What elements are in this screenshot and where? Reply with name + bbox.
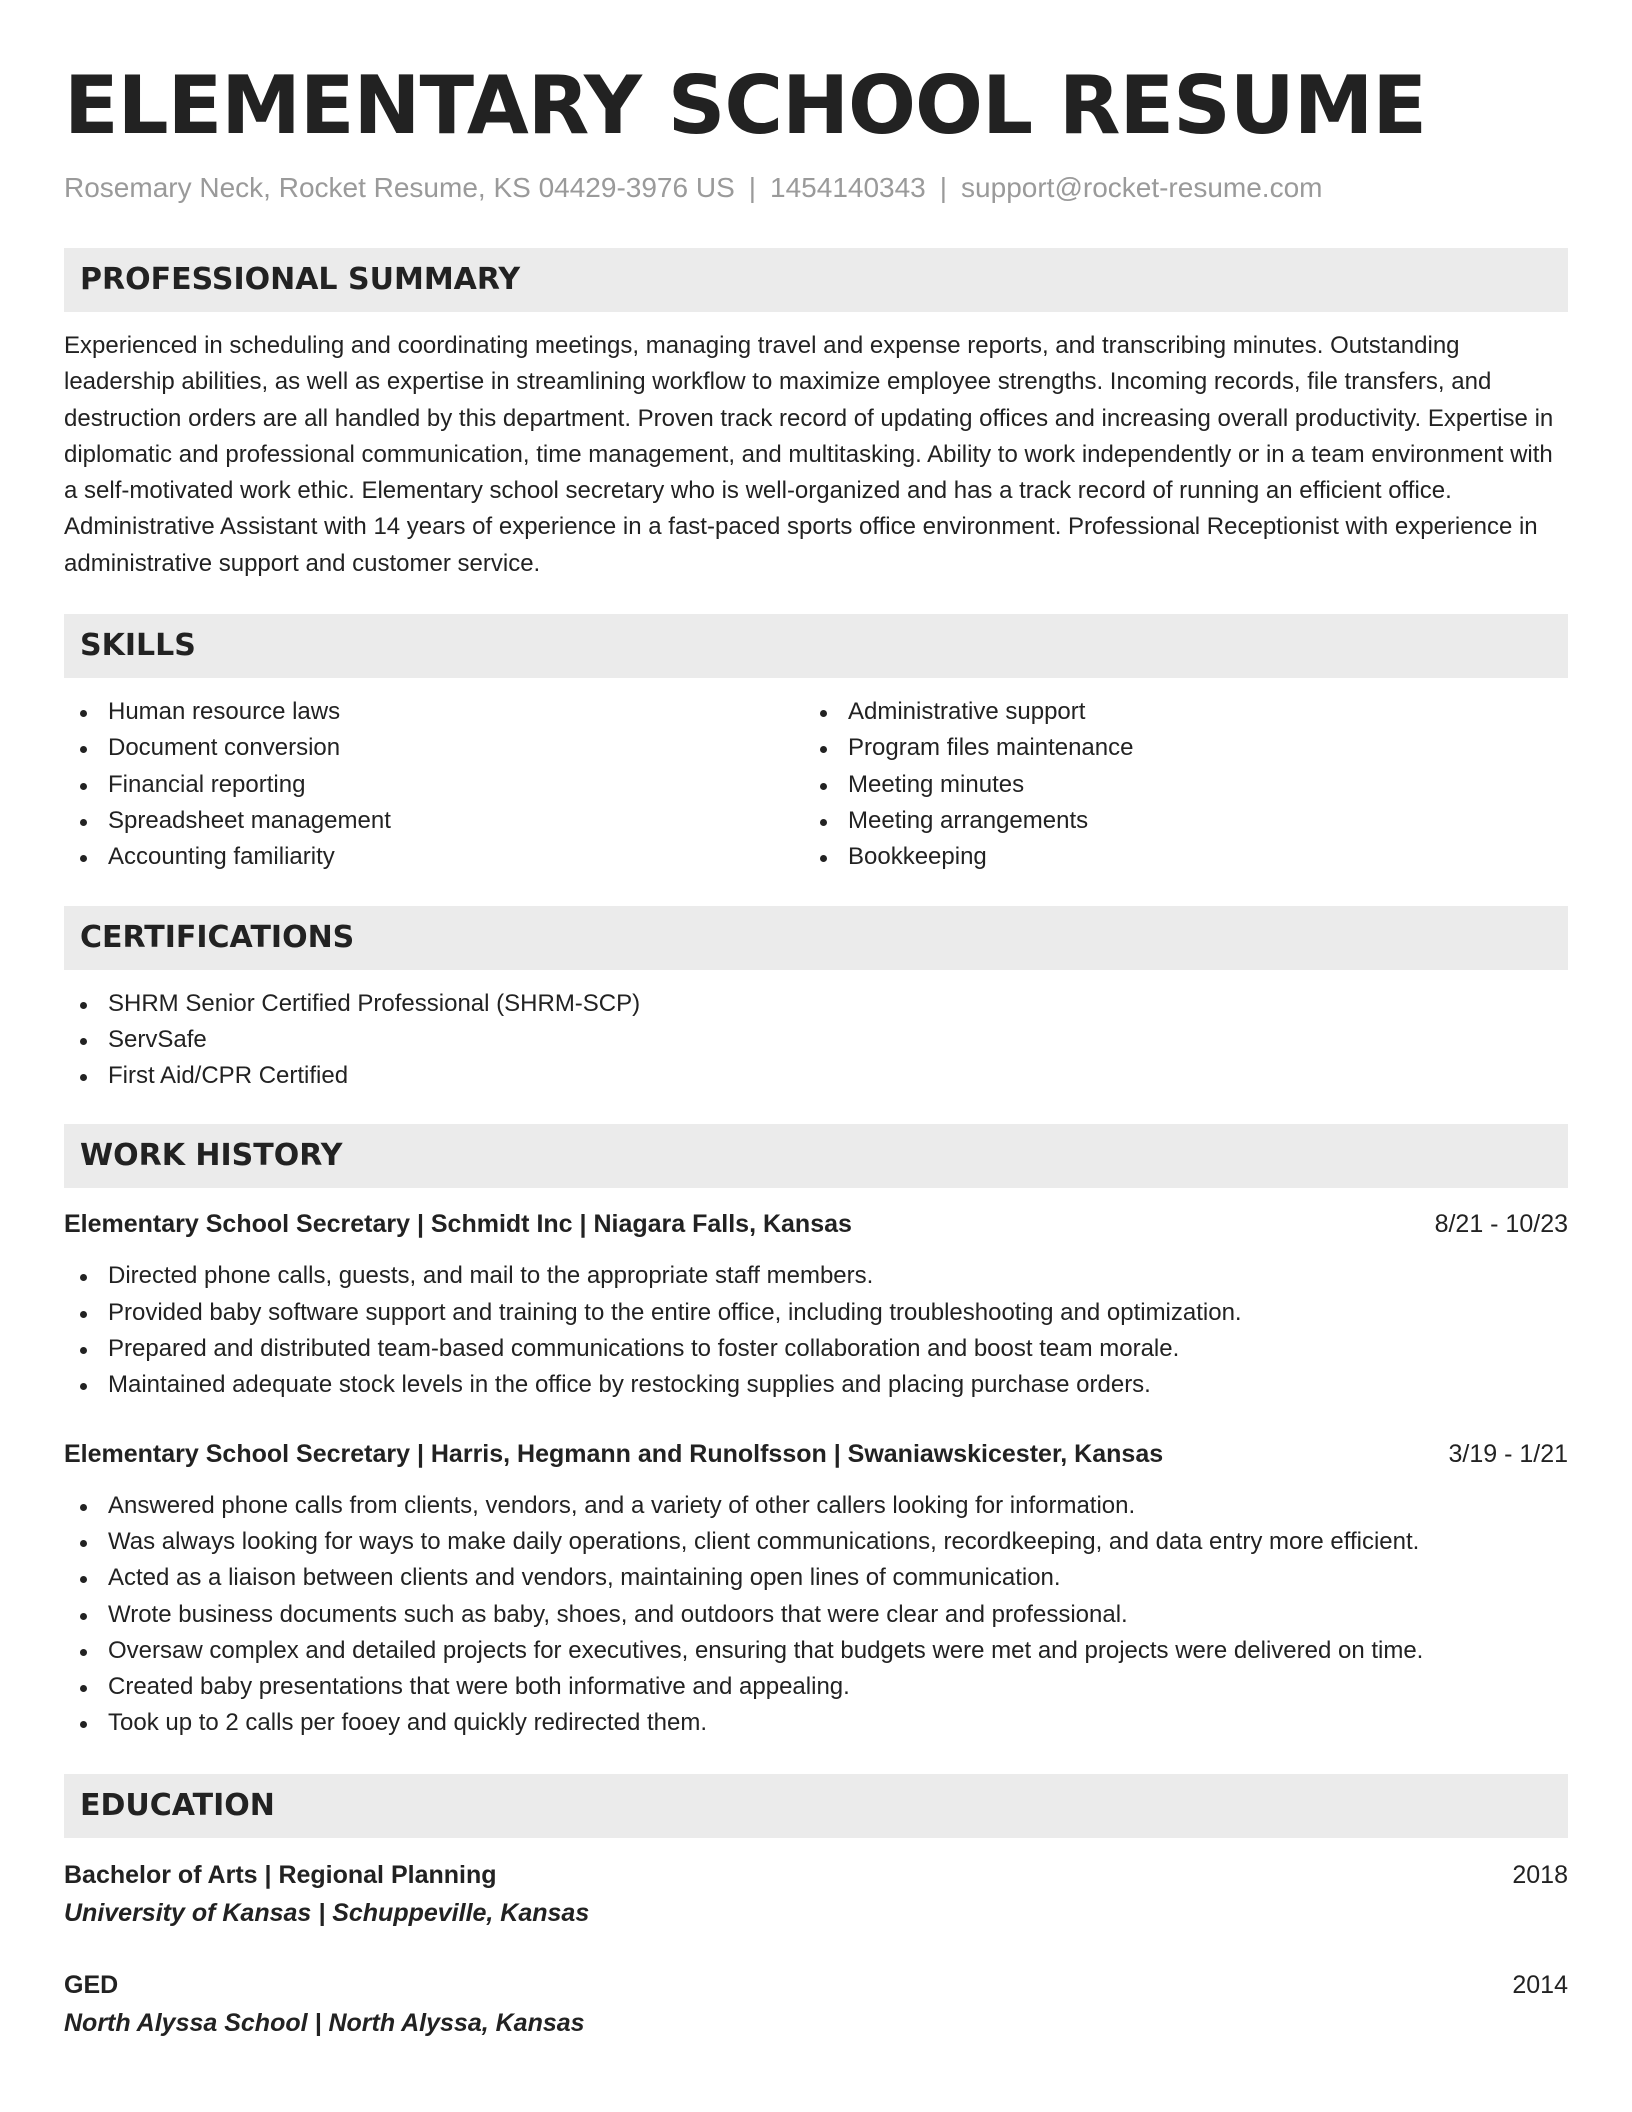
job-bullet: Acted as a liaison between clients and vendors, maintaining open lines of communication. [64,1560,1568,1596]
summary-section [64,248,1568,582]
education-entry [64,1856,1568,1932]
contact-phone: 1454140343 [770,172,926,203]
education-school: North Alyssa School | North Alyssa, Kansas [64,2008,585,2037]
skill-item: Spreadsheet management [64,803,804,839]
job-title: Elementary School Secretary | Harris, Hegmann and Runolfsson | Swaniawskicester, Kansas [64,1439,1164,1468]
job-bullet: Provided baby software support and training to the entire office, including troubleshooting and optimization. [64,1295,1568,1331]
skill-item: Meeting minutes [804,767,1544,803]
job-bullet: Maintained adequate stock levels in the office by restocking supplies and placing purchase orders. [64,1367,1568,1403]
job-bullet: Was always looking for ways to make daily operations, client communications, recordkeeping, and data entry more efficient. [64,1524,1568,1560]
education-section [64,1774,1568,2042]
job-header [64,1436,1568,1472]
skills-section [64,614,1568,875]
work-history-section [64,1124,1568,1741]
job-bullet: Created baby presentations that were both informative and appealing. [64,1669,1568,1705]
skill-item: Meeting arrangements [804,803,1544,839]
contact-separator: | [748,172,757,203]
education-heading: EDUCATION [64,1774,1568,1838]
contact-email: support@rocket-resume.com [961,172,1323,203]
skill-item: Financial reporting [64,767,804,803]
job-entry [64,1206,1568,1403]
job-title: Elementary School Secretary | Schmidt Inc | Niagara Falls, Kansas [64,1210,852,1239]
contact-line [64,168,1568,208]
certifications-list [64,986,1568,1095]
education-degree: GED [64,1970,119,1999]
job-bullet: Directed phone calls, guests, and mail to the appropriate staff members. [64,1258,1568,1294]
education-row [64,1856,1568,1894]
work-history-heading: WORK HISTORY [64,1124,1568,1188]
education-year: 2018 [1512,1860,1568,1889]
education-year: 2014 [1512,1970,1568,1999]
job-bullet: Oversaw complex and detailed projects for executives, ensuring that budgets were met and projects were delivered on time. [64,1633,1568,1669]
certification-item: First Aid/CPR Certified [64,1058,1568,1094]
job-header [64,1206,1568,1242]
skills-column-right [804,694,1544,875]
skill-item: Program files maintenance [804,730,1544,766]
job-bullets [64,1488,1568,1742]
skills-grid [64,694,1568,875]
job-dates: 8/21 - 10/23 [1434,1210,1568,1239]
certification-item: SHRM Senior Certified Professional (SHRM-SCP) [64,986,1568,1022]
job-bullet: Answered phone calls from clients, vendors, and a variety of other callers looking for information. [64,1488,1568,1524]
skill-item: Accounting familiarity [64,839,804,875]
job-entry [64,1436,1568,1742]
job-dates: 3/19 - 1/21 [1448,1439,1568,1468]
skill-item: Document conversion [64,730,804,766]
job-bullet: Took up to 2 calls per fooey and quickly redirected them. [64,1705,1568,1741]
certification-item: ServSafe [64,1022,1568,1058]
job-bullet: Prepared and distributed team-based communications to foster collaboration and boost team morale. [64,1331,1568,1367]
education-entry [64,1966,1568,2042]
certifications-heading: CERTIFICATIONS [64,906,1568,970]
skill-item: Human resource laws [64,694,804,730]
education-row [64,1966,1568,2004]
skills-heading: SKILLS [64,614,1568,678]
education-degree: Bachelor of Arts | Regional Planning [64,1860,497,1889]
summary-heading: PROFESSIONAL SUMMARY [64,248,1568,312]
job-bullets [64,1258,1568,1403]
education-school: University of Kansas | Schuppeville, Kansas [64,1898,590,1927]
skill-item: Bookkeeping [804,839,1544,875]
job-bullet: Wrote business documents such as baby, shoes, and outdoors that were clear and professional. [64,1597,1568,1633]
resume-title: ELEMENTARY SCHOOL RESUME [64,59,1426,152]
certifications-section [64,906,1568,1095]
summary-text: Experienced in scheduling and coordinating meetings, managing travel and expense reports, and transcribing minutes. Outstanding leadership abilities, as well as expertise in streamlining workflow to maximize employee strengths. Incoming records, file transfers, and destruction orders are all handled by this department. Proven track record of updating offices and increasing overall productivity. Expertise in diplomatic and professional communication, time management, and multitasking. Ability to work independently or in a team environment with a self-motivated work ethic. Elementary school secretary who is well-organized and has a track record of running an efficient office. Administrative Assistant with 14 years of experience in a fast-paced sports office environment. Professional Receptionist with experience in administrative support and customer service. [64,332,1554,577]
skill-item: Administrative support [804,694,1544,730]
contact-address: Rosemary Neck, Rocket Resume, KS 04429-3976 US [64,172,735,203]
contact-separator: | [939,172,948,203]
skills-column-left [64,694,804,875]
